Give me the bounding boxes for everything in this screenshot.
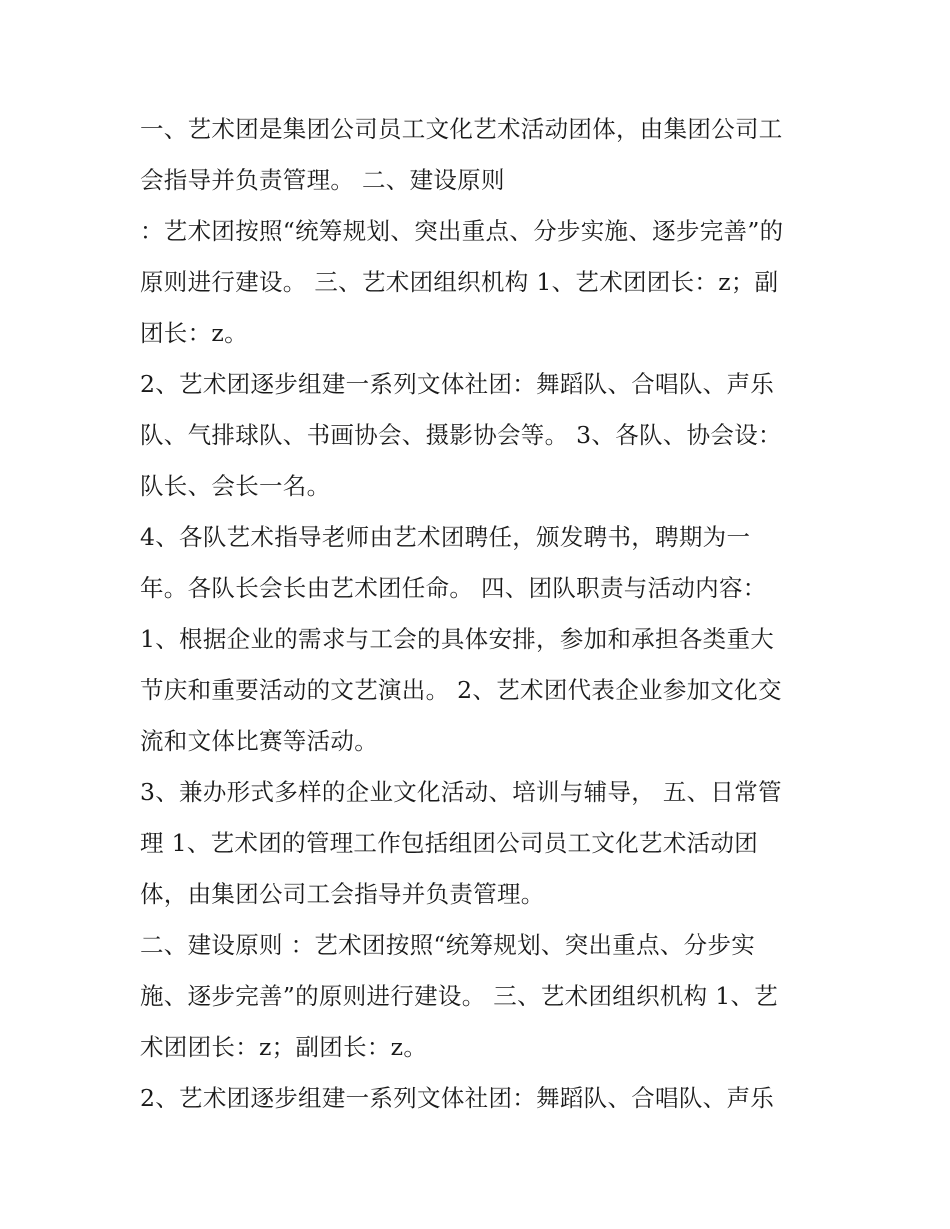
- text-line: 队、气排球队、书画协会、摄影协会等。 3、各队、协会设：: [140, 421, 782, 449]
- text-line: 二、建设原则 ：艺术团按照“统筹规划、突出重点、分步实: [140, 931, 756, 959]
- text-line: 一、艺术团是集团公司员工文化艺术活动团体，由集团公司工: [140, 115, 783, 143]
- text-line: 3、兼办形式多样的企业文化活动、培训与辅导， 五、日常管: [140, 778, 782, 806]
- text-line: 团长：z。: [140, 319, 248, 347]
- text-line: 施、逐步完善”的原则进行建设。 三、艺术团组织机构 1、艺: [140, 982, 779, 1010]
- text-line: 流和文体比赛等活动。: [140, 727, 378, 755]
- text-line: 队长、会长一名。: [140, 472, 331, 500]
- text-line: 节庆和重要活动的文艺演出。 2、艺术团代表企业参加文化交: [140, 676, 782, 704]
- text-line: 理 1、艺术团的管理工作包括组团公司员工文化艺术活动团: [140, 829, 759, 857]
- text-line: 1、根据企业的需求与工会的具体安排，参加和承担各类重大: [140, 625, 775, 653]
- body-text: [140, 104, 830, 1124]
- text-line: 4、各队艺术指导老师由艺术团聘任，颁发聘书，聘期为一: [140, 523, 751, 551]
- text-line: 年。各队长会长由艺术团任命。 四、团队职责与活动内容：: [140, 574, 767, 602]
- text-line: 2、艺术团逐步组建一系列文体社团：舞蹈队、合唱队、声乐: [140, 1084, 775, 1112]
- text-line: 原则进行建设。 三、艺术团组织机构 1、艺术团团长：z；副: [140, 268, 779, 296]
- text-line: 会指导并负责管理。 二、建设原则: [140, 166, 505, 194]
- text-line: 2、艺术团逐步组建一系列文体社团：舞蹈队、合唱队、声乐: [140, 370, 775, 398]
- text-line: 体，由集团公司工会指导并负责管理。: [140, 880, 545, 908]
- text-line: 术团团长：z；副团长：z。: [140, 1033, 428, 1061]
- text-line: ：艺术团按照“统筹规划、突出重点、分步实施、逐步完善”的: [140, 217, 784, 245]
